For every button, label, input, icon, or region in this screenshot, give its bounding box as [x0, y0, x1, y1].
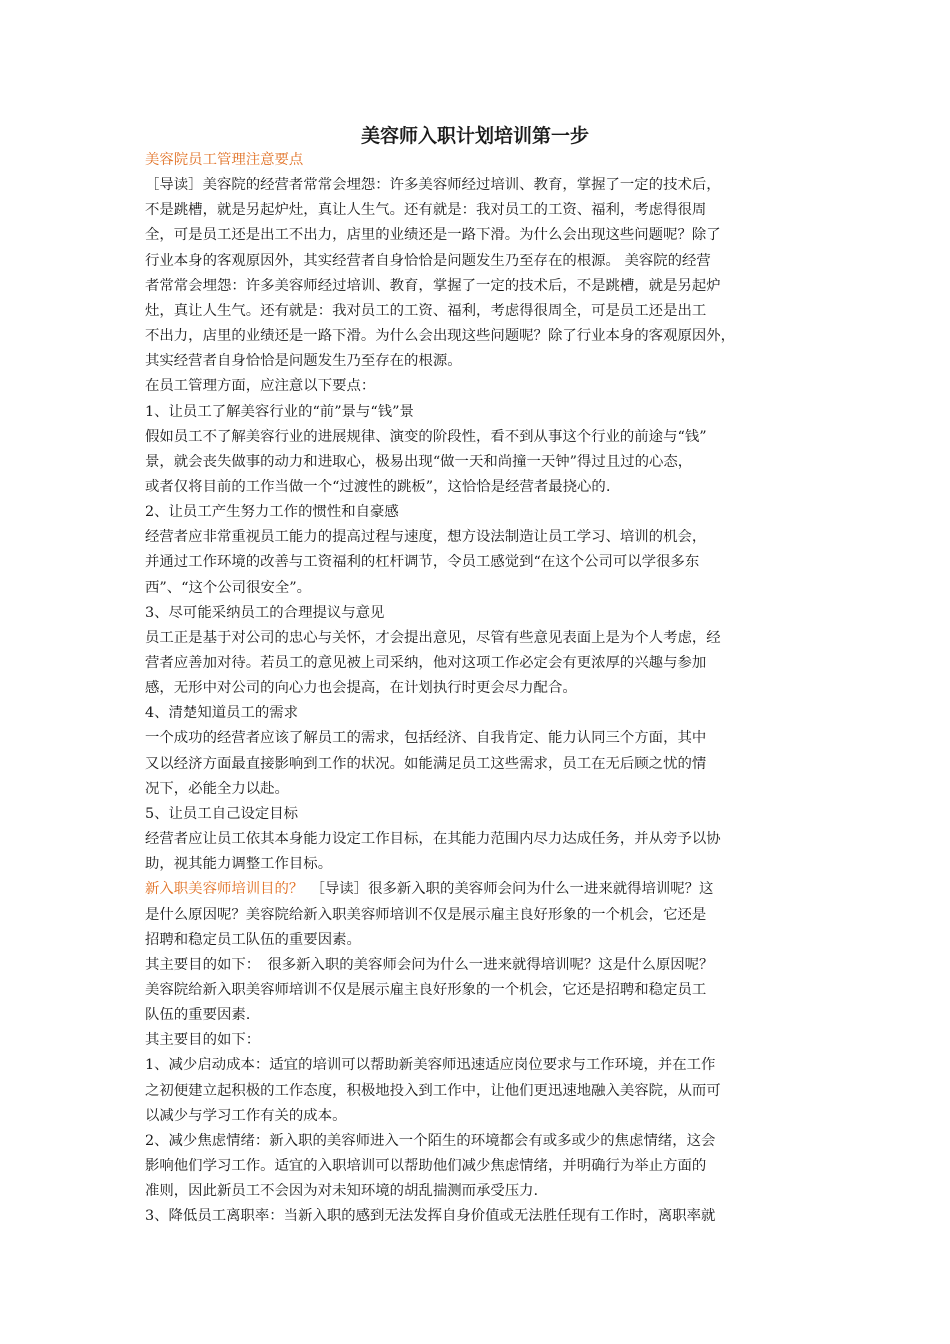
text-line	[145, 777, 815, 802]
text-segment: 是什么原因呢？美容院给新入职美容师培训不仅是展示雇主良好形象的一个机会，它还是	[145, 906, 707, 923]
text-line	[145, 1104, 815, 1129]
text-segment: 3、降低员工离职率：当新入职的感到无法发挥自身价值或无法胜任现有工作时，离职率就	[145, 1208, 716, 1225]
text-line	[145, 1053, 815, 1078]
text-segment: 灶，真让人生气。还有就是：我对员工的工资、福利，考虑得很周全，可是员工还是出工	[145, 302, 707, 319]
text-line	[145, 324, 815, 349]
section-heading: 新入职美容师培训目的？	[145, 881, 304, 898]
text-line	[145, 1079, 815, 1104]
text-segment: 队伍的重要因素.	[145, 1007, 251, 1024]
text-line	[145, 223, 815, 248]
section-heading: 美容院员工管理注意要点	[145, 152, 304, 168]
text-segment: ［导读］美容院的经营者常常会埋怨：许多美容师经过培训、教育，掌握了一定的技术后，	[145, 177, 721, 194]
text-line	[145, 1179, 815, 1204]
text-line	[145, 1003, 815, 1028]
text-line	[145, 173, 815, 198]
text-segment: 1、减少启动成本：适宜的培训可以帮助新美容师迅速适应岗位要求与工作环境，并在工作	[145, 1057, 716, 1074]
text-line	[145, 274, 815, 299]
text-segment: 不是跳槽，就是另起炉灶，真让人生气。还有就是：我对员工的工资、福利，考虑得很周	[145, 202, 707, 219]
text-line	[145, 198, 815, 223]
text-segment: 助，视其能力调整工作目标。	[145, 856, 333, 873]
text-line	[145, 525, 815, 550]
text-line	[145, 978, 815, 1003]
text-segment: 一个成功的经营者应该了解员工的需求，包括经济、自我肯定、能力认同三个方面，其中	[145, 730, 707, 747]
text-segment: 4、清楚知道员工的需求	[145, 705, 299, 722]
text-line	[145, 576, 815, 601]
text-line	[145, 1028, 815, 1053]
text-segment: 又以经济方面最直接影响到工作的状况。如能满足员工这些需求，员工在无后顾之忧的情	[145, 755, 707, 772]
text-line	[145, 1204, 815, 1229]
text-segment: 营者应善加对待。若员工的意见被上司采纳，他对这项工作必定会有更浓厚的兴趣与参加	[145, 655, 707, 671]
text-line	[145, 349, 815, 374]
text-line	[145, 1154, 815, 1179]
text-segment: 其主要目的如下：	[145, 1032, 261, 1049]
text-line	[145, 148, 815, 173]
text-segment: 招聘和稳定员工队伍的重要因素。	[145, 931, 361, 948]
text-line	[145, 726, 815, 751]
text-segment: 5、让员工自己设定目标	[145, 805, 299, 822]
text-line	[145, 852, 815, 877]
text-segment: 2、让员工产生努力工作的惯性和自豪感	[145, 504, 399, 521]
document-title: 美容师入职计划培训第一步	[360, 125, 589, 147]
text-segment: 之初便建立起积极的工作态度，积极地投入到工作中，让他们更迅速地融入美容院，从而可	[145, 1082, 721, 1099]
text-segment: 者常常会埋怨：许多美容师经过培训、教育，掌握了一定的技术后，不是跳槽，就是另起炉	[145, 277, 721, 294]
text-segment: 或者仅将目前的工作当做一个“过渡性的跳板”，这恰恰是经营者最挠心的.	[145, 478, 611, 495]
text-segment: 不出力，店里的业绩还是一路下滑。为什么会出现这些问题呢？除了行业本身的客观原因外，	[145, 328, 736, 345]
text-line	[145, 701, 815, 726]
text-line	[145, 827, 815, 852]
text-segment: 影响他们学习工作。适宜的入职培训可以帮助他们减少焦虑情绪，并明确行为举止方面的	[145, 1158, 707, 1174]
text-line	[145, 903, 815, 928]
text-segment: 假如员工不了解美容行业的进展规律、演变的阶段性，看不到从事这个行业的前途与“钱”	[145, 428, 707, 445]
text-segment: 并通过工作环境的改善与工资福利的杠杆调节，令员工感觉到“在这个公司可以学很多东	[145, 554, 700, 571]
text-segment: 况下，必能全力以赴。	[145, 780, 289, 797]
text-segment: 员工正是基于对公司的忠心与关怀，才会提出意见，尽管有些意见表面上是为个人考虑，经	[145, 629, 721, 646]
text-segment: 3、尽可能采纳员工的合理提议与意见	[145, 604, 385, 621]
text-segment: 行业本身的客观原因外，其实经营者自身恰恰是问题发生乃至存在的根源。 美容院的经营	[145, 252, 711, 269]
text-segment: 景，就会丧失做事的动力和进取心，极易出现“做一天和尚撞一天钟”得过且过的心态，	[145, 453, 693, 470]
text-line	[145, 676, 815, 701]
text-line	[145, 249, 815, 274]
text-line	[145, 752, 815, 777]
text-line	[145, 928, 815, 953]
text-line	[145, 450, 815, 475]
text-line	[145, 550, 815, 575]
text-segment: 感，无形中对公司的向心力也会提高，在计划执行时更会尽力配合。	[145, 680, 577, 697]
text-line	[145, 953, 815, 978]
text-segment: 经营者应让员工依其本身能力设定工作目标，在其能力范围内尽力达成任务，并从旁予以协	[145, 831, 721, 848]
text-segment: 准则，因此新员工不会因为对未知环境的胡乱揣测而承受压力.	[145, 1183, 539, 1200]
text-segment: 美容院给新入职美容师培训不仅是展示雇主良好形象的一个机会，它还是招聘和稳定员工	[145, 981, 707, 998]
text-line	[145, 802, 815, 827]
text-segment: 全，可是员工还是出工不出力，店里的业绩还是一路下滑。为什么会出现这些问题呢？除了	[145, 227, 721, 244]
text-segment: 2、减少焦虑情绪：新入职的美容师进入一个陌生的环境都会有或多或少的焦虑情绪，这会	[145, 1132, 716, 1149]
text-line	[145, 1129, 815, 1154]
text-segment: 经营者应非常重视员工能力的提高过程与速度，想方设法制造让员工学习、培训的机会，	[145, 529, 707, 546]
text-line	[145, 299, 815, 324]
text-line	[145, 475, 815, 500]
text-line	[145, 425, 815, 450]
text-line	[145, 626, 815, 651]
text-line	[145, 877, 815, 902]
text-segment: 西”、“这个公司很安全”。	[145, 579, 311, 596]
text-segment: 以减少与学习工作有关的成本。	[145, 1107, 347, 1124]
text-line	[145, 500, 815, 525]
text-segment: ［导读］很多新入职的美容师会问为什么一进来就得培训呢？这	[303, 881, 714, 898]
text-line	[145, 374, 815, 399]
text-segment: 1、让员工了解美容行业的“前”景与“钱”景	[145, 403, 414, 420]
text-line	[145, 651, 815, 676]
text-line	[145, 601, 815, 626]
text-segment: 在员工管理方面，应注意以下要点：	[145, 378, 376, 395]
text-segment: 其实经营者自身恰恰是问题发生乃至存在的根源。	[145, 353, 462, 370]
text-segment: 其主要目的如下： 很多新入职的美容师会问为什么一进来就得培训呢？这是什么原因呢？	[145, 956, 714, 973]
text-line	[145, 400, 815, 425]
